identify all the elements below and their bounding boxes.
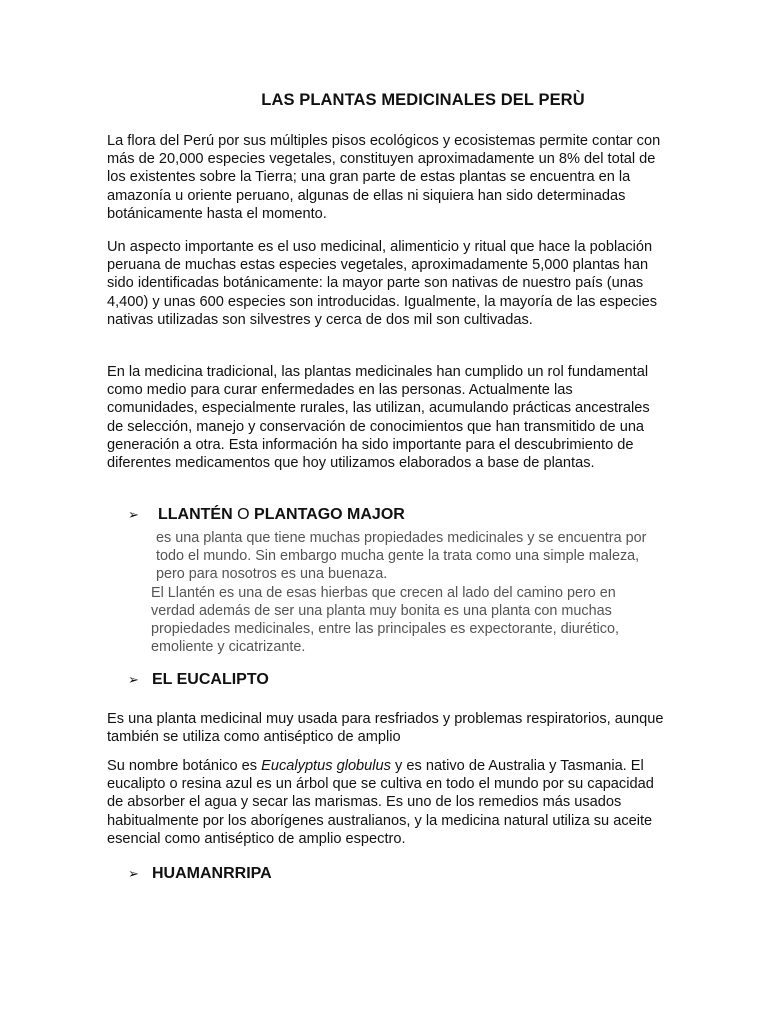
eucalipto-text-post: y es nativo de Australia y Tasmania. El eucalipto o resina azul es un árbol que se cultiva en todo el mundo por su capacidad de absorber el agua y secar las marismas. Es uno de los remedios más usados habitualmente por los aborígenes australianos, y la medicina natural utiliza su aceite esencial como antiséptico de amplio espectro. [107,758,654,847]
section-heading-huamanrripa [128,865,272,883]
eucalipto-botanical-name: Eucalyptus globulus [261,758,391,774]
intro-paragraph: La flora del Perú por sus múltiples pisos ecológicos y ecosistemas permite contar con más de 20,000 especies vegetales, constituyen aproximadamente un 8% del total de los existentes sobre la Tierra; una gran parte de estas plantas se encuentra en la amazonía u oriente peruano, algunas de ellas ni siquiera han sido determinadas botánicamente hasta el momento. [107,133,661,222]
llanten-description-line2: El Llantén es una de esas hierbas que crecen al lado del camino pero en verdad además de ser una planta muy bonita es una planta con muchas propiedades medicinales, entre las principales es expectorante, diurético, emoliente y cicatrizante. [151,584,619,656]
bullet-arrow-icon: ➢ [128,507,139,522]
section-heading-eucalipto [128,671,269,689]
llanten-description [151,529,651,656]
eucalipto-paragraph-2 [107,757,667,848]
eucalipto-text-pre: Su nombre botánico es [107,758,262,774]
huamanrripa-heading: HUAMANRRIPA [152,865,272,882]
llanten-description-line1: es una planta que tiene muchas propiedades medicinales y se encuentra por todo el mundo. Sin embargo mucha gente la trata como una simple maleza, pero para nosotros es una buenaza. [156,530,647,583]
tradition-paragraph: En la medicina tradicional, las plantas medicinales han cumplido un rol fundamental como medio para curar enfermedades en las personas. Actualmente las comunidades, especialmente rurales, las utilizan, acumulando prácticas ancestrales de selección, manejo y conservación de conocimientos que han transmitido de una generación a otra. Esta información ha sido importante para el descubrimiento de diferentes medicamentos que hoy utilizamos elaborados a base de plantas. [107,364,650,472]
plantago-name: PLANTAGO MAJOR [254,506,405,523]
bullet-arrow-icon: ➢ [128,672,139,687]
eucalipto-paragraph-1: Es una planta medicinal muy usada para resfriados y problemas respiratorios, aunque también se utiliza como antiséptico de amplio [107,711,664,746]
document-title: LAS PLANTAS MEDICINALES DEL PERÙ [261,91,585,109]
bullet-arrow-icon: ➢ [128,866,139,881]
llanten-name: LLANTÉN [158,506,233,523]
llanten-conjunction: O [237,506,250,523]
section-heading-llanten [128,506,405,524]
usage-paragraph: Un aspecto importante es el uso medicinal, alimenticio y ritual que hace la población peruana de muchas estas especies vegetales, aproximadamente 5,000 plantas han sido identificadas botánicamente: la mayor parte son nativas de nuestro país (unas 4,400) y unas 600 especies son introducidas. Igualmente, la mayoría de las especies nativas utilizadas son silvestres y cerca de dos mil son cultivadas. [107,239,658,328]
eucalipto-heading: EL EUCALIPTO [152,671,269,688]
